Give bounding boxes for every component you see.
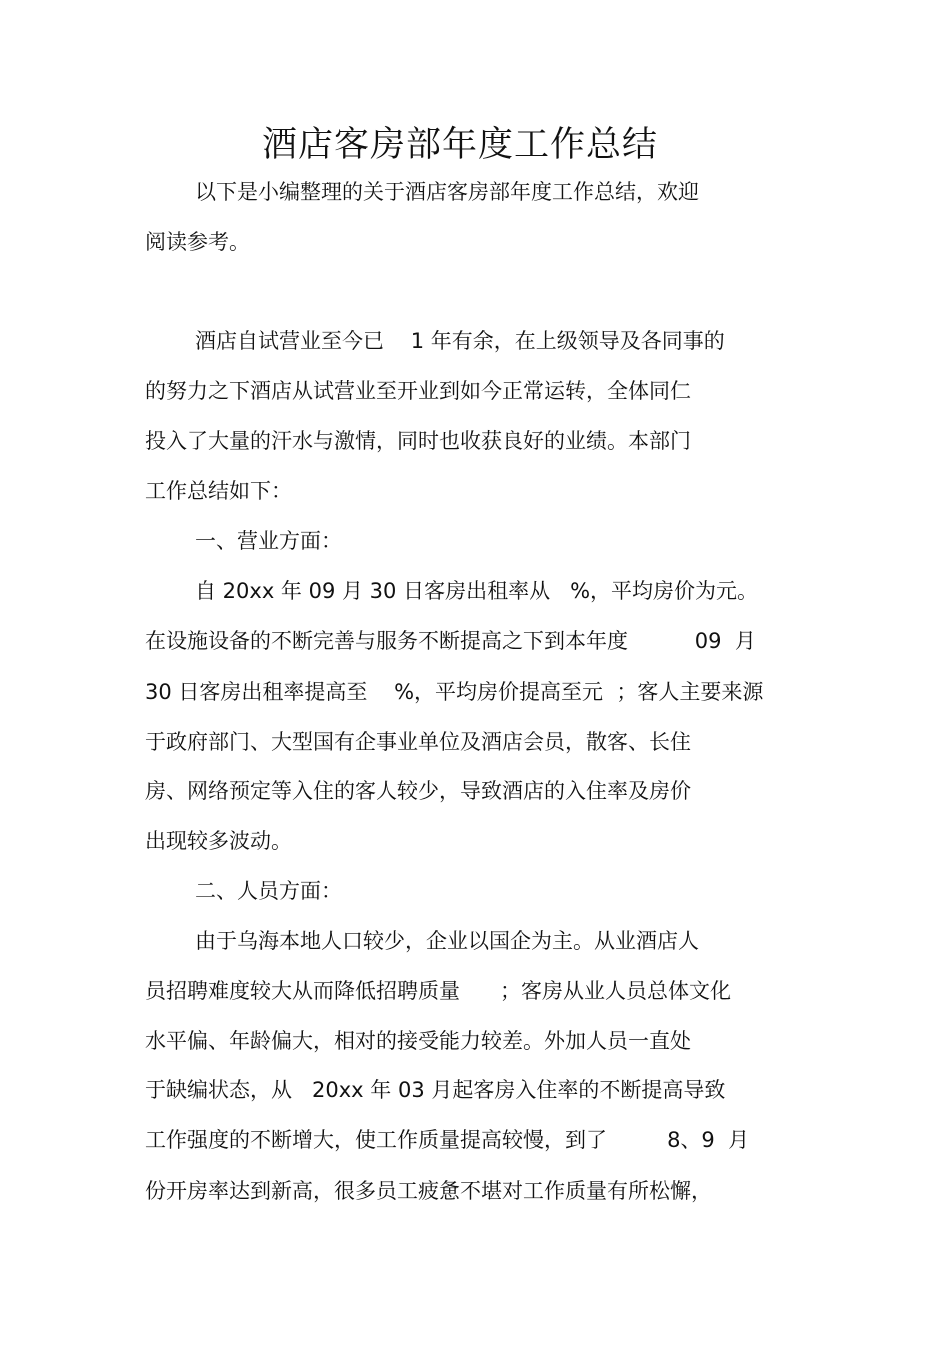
paragraph-3-line-5: 工作强度的不断增大，使工作质量提高较慢，到了 8、9 月 xyxy=(145,1128,750,1152)
paragraph-2-line-2: 在设施设备的不断完善与服务不断提高之下到本年度 09 月 xyxy=(145,629,756,653)
document-title: 酒店客房部年度工作总结 xyxy=(261,125,658,165)
paragraph-2-line-4: 于政府部门、大型国有企事业单位及酒店会员，散客、长住 xyxy=(145,730,691,754)
paragraph-3-line-4: 于缺编状态，从 20xx 年 03 月起客房入住率的不断提高导致 xyxy=(145,1078,726,1102)
paragraph-3-line-3: 水平偏、年龄偏大，相对的接受能力较差。外加人员一直处 xyxy=(145,1029,691,1053)
paragraph-3-line-6: 份开房率达到新高，很多员工疲惫不堪对工作质量有所松懈， xyxy=(145,1179,712,1203)
section-heading-business: 一、营业方面： xyxy=(195,529,342,553)
paragraph-1-line-3: 投入了大量的汗水与激情，同时也收获良好的业绩。本部门 xyxy=(145,429,691,453)
paragraph-2-line-6: 出现较多波动。 xyxy=(145,829,292,853)
paragraph-1-line-4: 工作总结如下： xyxy=(145,479,292,503)
paragraph-3-line-2: 员招聘难度较大从而降低招聘质量 ；客房从业人员总体文化 xyxy=(145,979,732,1003)
paragraph-2-line-5: 房、网络预定等入住的客人较少，导致酒店的入住率及房价 xyxy=(145,779,691,803)
paragraph-3-line-1: 由于乌海本地人口较少，企业以国企为主。从业酒店人 xyxy=(195,929,699,953)
intro-line-1: 以下是小编整理的关于酒店客房部年度工作总结，欢迎 xyxy=(195,180,699,204)
paragraph-1-line-2: 的努力之下酒店从试营业至开业到如今正常运转，全体同仁 xyxy=(145,379,691,403)
intro-line-2: 阅读参考。 xyxy=(145,230,250,254)
paragraph-2-line-1: 自 20xx 年 09 月 30 日客房出租率从 %，平均房价为元。 xyxy=(195,579,759,603)
section-heading-staff: 二、人员方面： xyxy=(195,879,342,903)
paragraph-1-line-1: 酒店自试营业至今已 1 年有余，在上级领导及各同事的 xyxy=(195,329,725,353)
paragraph-2-line-3: 30 日客房出租率提高至 %，平均房价提高至元 ；客人主要来源 xyxy=(145,680,764,704)
